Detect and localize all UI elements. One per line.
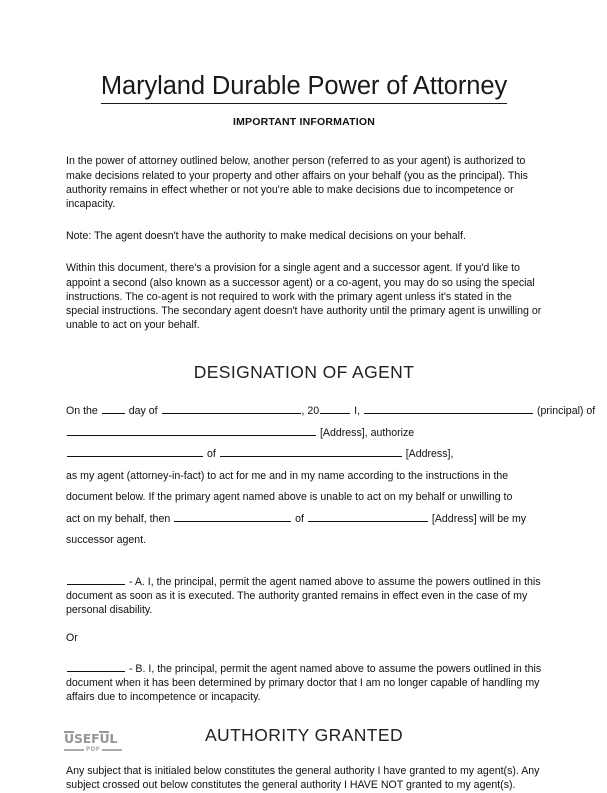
spacer [66, 746, 542, 764]
clause-a-text: - A. I, the principal, permit the agent named above to assume the powers outlined in this document as soon as it is executed. The authority granted remains in effect even in the case of my personal disability. [66, 575, 541, 617]
page-title [66, 0, 542, 104]
designation-line-2 [66, 423, 542, 445]
spacer [66, 383, 542, 401]
logo-rule-left [64, 749, 84, 751]
logo-letter-u1: U [64, 731, 74, 746]
designation-line-6 [66, 509, 542, 531]
spacer [66, 617, 542, 631]
successor-address-label: [Address] will be my [431, 512, 527, 525]
logo-rule-right [102, 749, 122, 751]
act-on-behalf-label: act on my behalf, then [66, 512, 171, 525]
logo-wordmark [64, 731, 122, 745]
document-subtitle: IMPORTANT INFORMATION [232, 116, 376, 129]
usefulpdf-logo [64, 731, 122, 757]
principal-label: (principal) of [536, 405, 596, 418]
agent-address-blank[interactable] [220, 445, 402, 457]
spacer [66, 552, 542, 573]
successor-name-blank[interactable] [174, 510, 291, 522]
intro-paragraph-1: In the power of attorney outlined below, another person (referred to as your agent) is authorized to make decisions related to your property and other affairs on your behalf (you as the principal). This authority remains in effect whether or not you're able to make decisions due to incompetence or incapacity. [66, 155, 528, 210]
clause-b-initials-blank[interactable] [67, 660, 125, 672]
designation-line-4: as my agent (attorney-in-fact) to act for me and in my name according to the instructions in the [66, 469, 509, 482]
authority-paragraph: Any subject that is initialed below constitutes the general authority I have granted to my agent(s). Any subject crossed out below constitutes the general authority I HAVE NOT granted to my agent(s). [66, 765, 540, 792]
designation-line-3 [66, 444, 542, 466]
spacer [66, 211, 542, 229]
day-of-label: day of [128, 405, 158, 418]
spacer [66, 332, 542, 362]
day-blank[interactable] [102, 402, 125, 414]
logo-letters-mid: SEF [73, 731, 100, 746]
document-content [66, 0, 596, 793]
spacer [66, 704, 542, 725]
year-blank[interactable] [320, 402, 350, 414]
designation-line-5: document below. If the primary agent named above is unable to act on my behalf or unwilling to [66, 491, 513, 504]
intro-paragraph-2: Note: The agent doesn't have the authority to make medical decisions on your behalf. [66, 230, 466, 243]
clause-b-paragraph [66, 660, 542, 705]
clause-or-label: Or [66, 632, 78, 645]
designation-fill-block [66, 401, 596, 552]
spacer [66, 243, 542, 261]
clause-a-initials-blank[interactable] [67, 573, 125, 585]
logo-pdf-text: PDF [85, 746, 101, 753]
spacer [66, 646, 542, 660]
principal-name-blank[interactable] [364, 402, 533, 414]
of-label-2: of [295, 512, 304, 525]
of-label: of [206, 448, 216, 461]
designation-line-1 [66, 401, 596, 423]
agent-name-blank[interactable] [67, 445, 203, 457]
address-label: [Address], [405, 448, 454, 461]
spacer [66, 128, 542, 154]
section-heading-designation: DESIGNATION OF AGENT [193, 362, 415, 383]
on-the-label: On the [66, 405, 98, 418]
principal-address-blank[interactable] [67, 424, 316, 436]
i-label: I, [354, 405, 361, 418]
page-title-text: Maryland Durable Power of Attorney [101, 72, 507, 104]
clause-a-paragraph [66, 573, 542, 618]
year-prefix-label: , 20 [301, 405, 320, 418]
logo-letter-u2: U [99, 731, 110, 746]
successor-address-blank[interactable] [308, 510, 428, 522]
month-blank[interactable] [162, 402, 301, 414]
address-authorize-label: [Address], authorize [319, 426, 415, 439]
intro-paragraph-3: Within this document, there's a provision for a single agent and a successor agent. If you'd like to appoint a second (also known as a successor agent) or a co-agent, you may do so using the special instructions. The co-agent is not required to work with the primary agent unless it's stated in the special instructions. The secondary agent doesn't have authority until the primary agent is unwilling or unable to act on your behalf. [66, 262, 542, 332]
section-heading-authority: AUTHORITY GRANTED [204, 725, 404, 746]
designation-line-7: successor agent. [66, 534, 147, 547]
logo-letter-l: L [109, 731, 118, 746]
clause-b-text: - B. I, the principal, permit the agent named above to assume the powers outlined in this document when it has been determined by primary doctor that I am no longer capable of handling my affairs due to incompetence or incapacity. [66, 662, 542, 704]
logo-subtitle [64, 746, 122, 753]
